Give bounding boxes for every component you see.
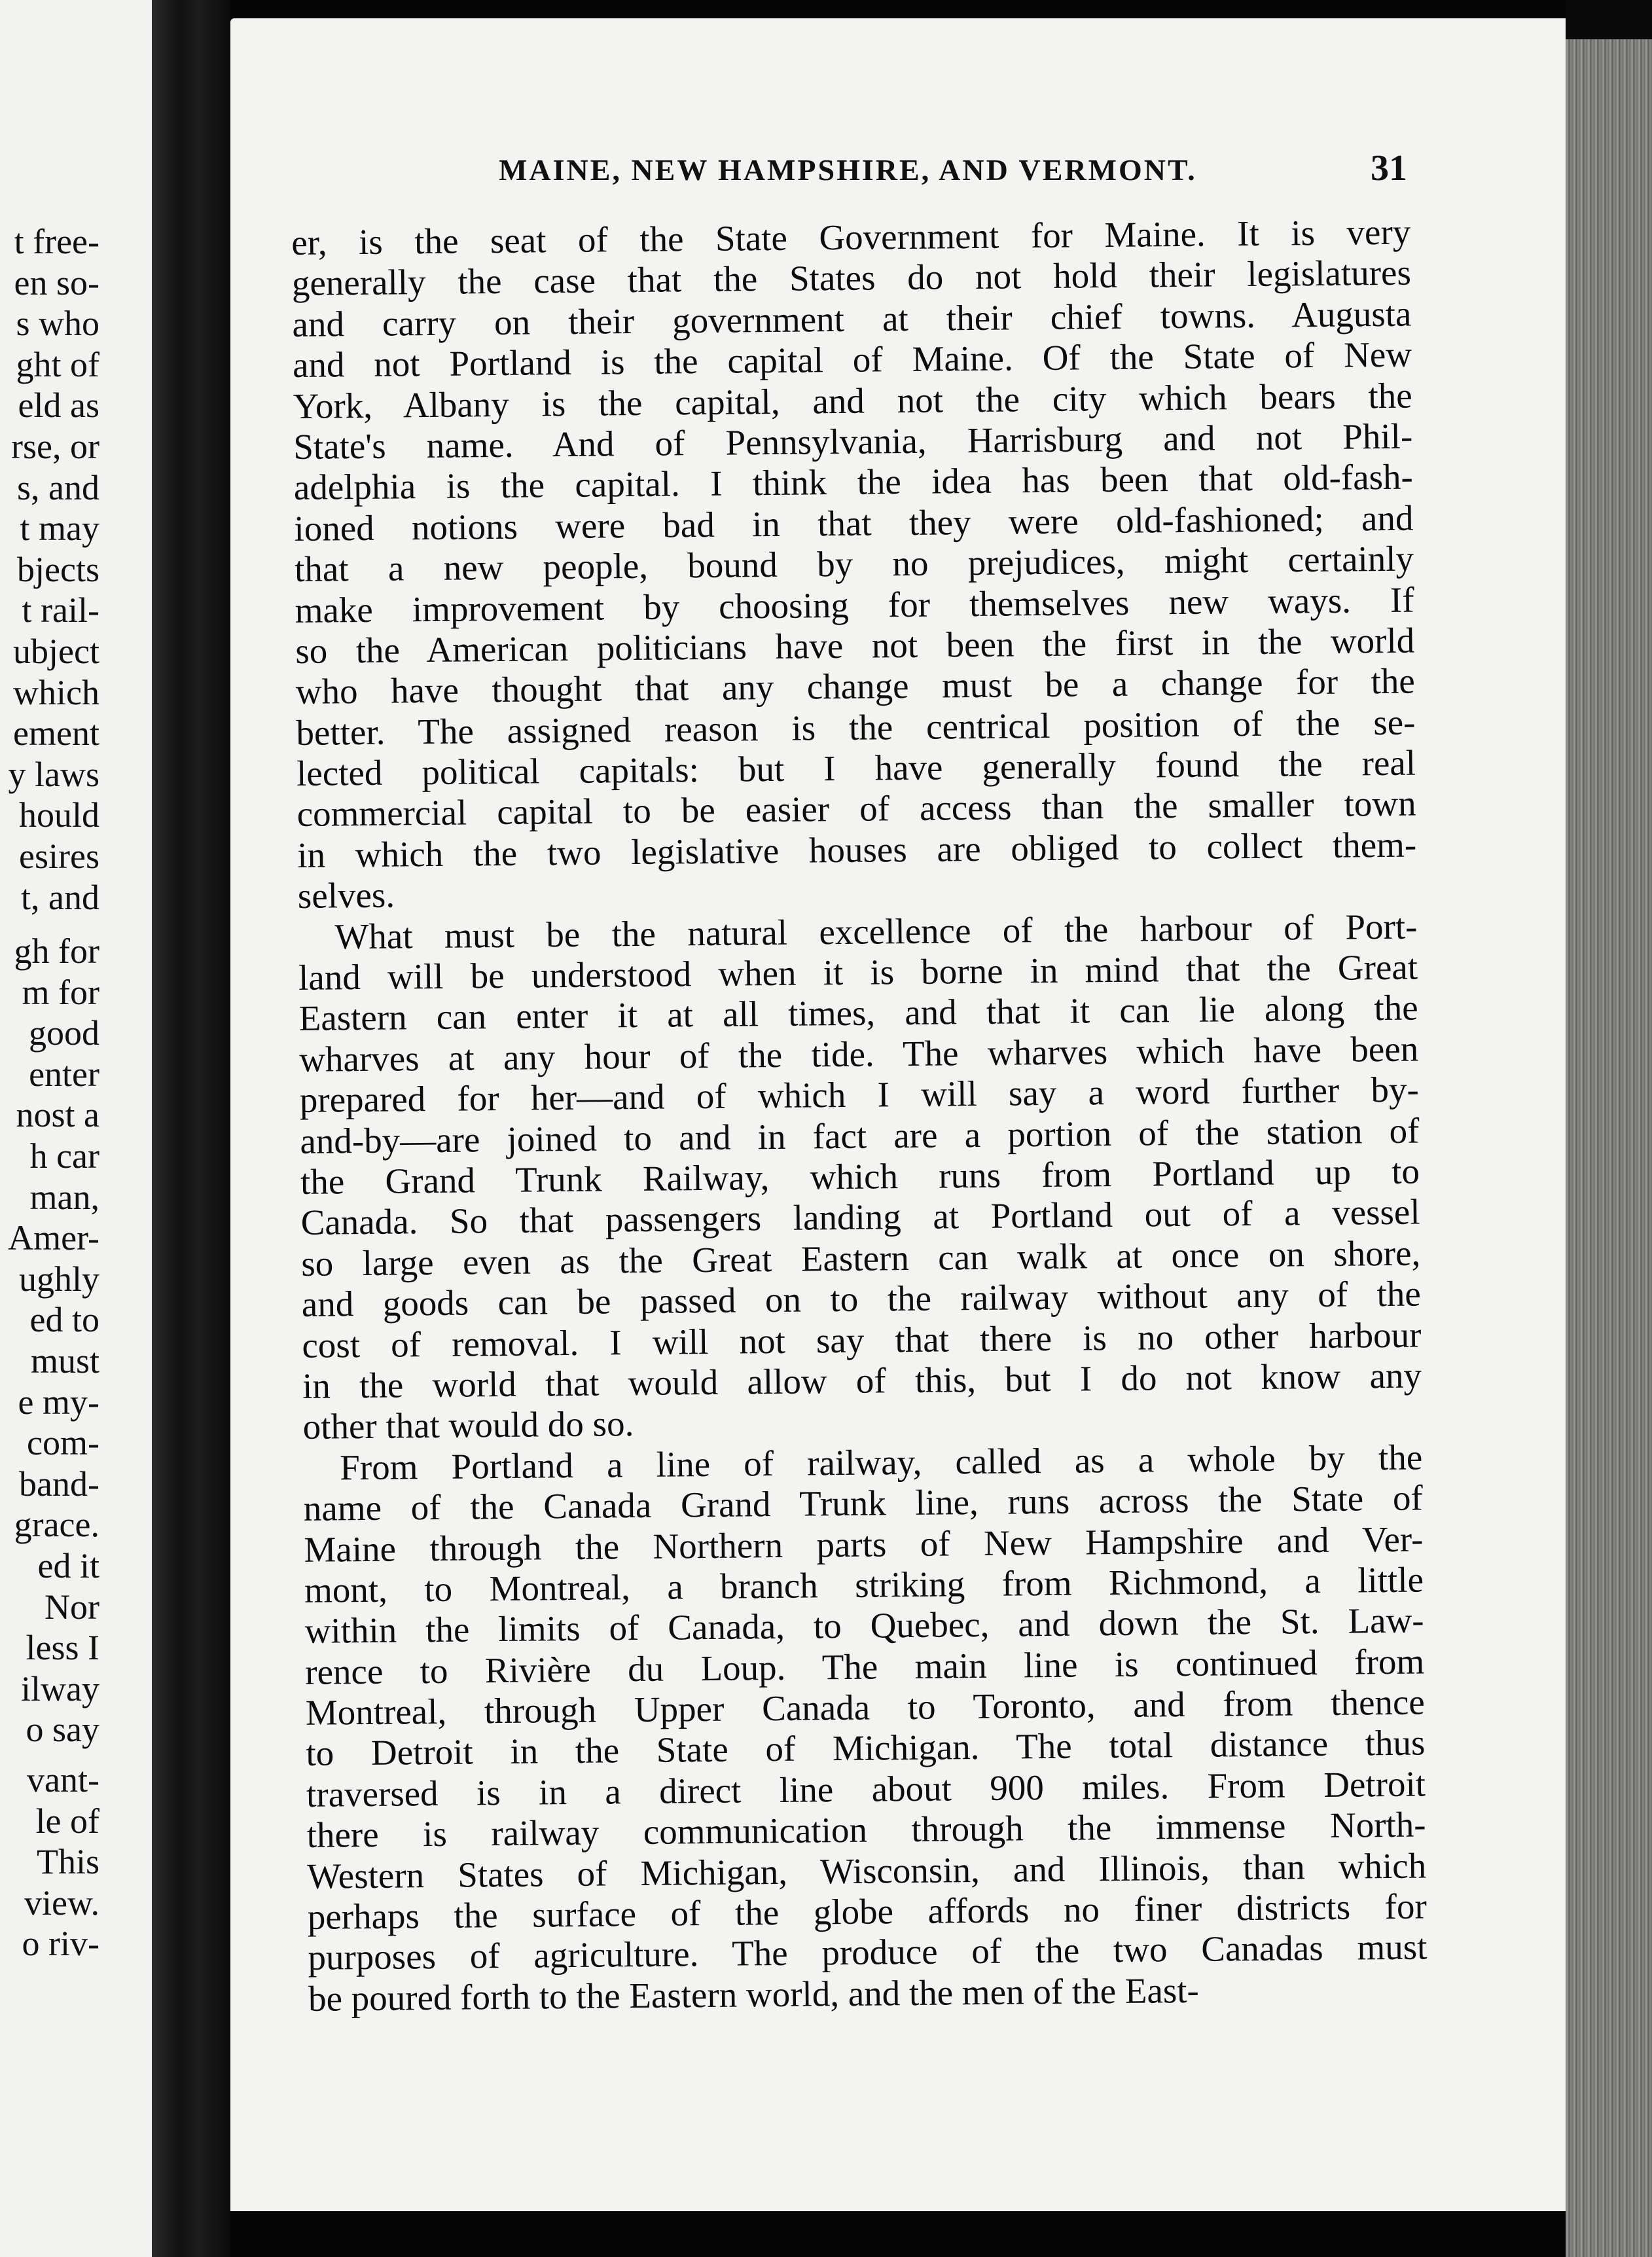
facing-page-line: good <box>29 1013 99 1053</box>
facing-page-line: grace. <box>14 1505 99 1545</box>
text-line: Montreal, through Upper Canada to Toronto, and from thence <box>305 1682 1426 1733</box>
facing-page-line: vant- <box>27 1760 99 1799</box>
facing-page-line: ubject <box>13 631 99 671</box>
facing-page-line: which <box>13 672 99 712</box>
facing-page-line: h car <box>29 1136 99 1176</box>
text-line: rence to Rivière du Loup. The main line is continued from <box>304 1641 1425 1692</box>
text-line: purposes of agriculture. The produce of the two Canadas must <box>308 1926 1428 1978</box>
facing-page-line: e my- <box>18 1382 99 1422</box>
facing-page-line: band- <box>19 1464 99 1504</box>
text-line: Eastern can enter it at all times, and that it can lie along the <box>298 987 1418 1039</box>
facing-page-line: nost a <box>16 1095 99 1135</box>
text-line: within the limits of Canada, to Quebec, and down the St. Law- <box>304 1600 1424 1652</box>
text-line: in the world that would allow of this, but I do not know any <box>302 1355 1422 1406</box>
text-line: perhaps the surface of the globe affords no finer districts for <box>307 1886 1428 1937</box>
text-line: prepared for her—and of which I will say a word further by- <box>299 1069 1420 1121</box>
text-line: so large even as the Great Eastern can walk at once on shore, <box>300 1233 1421 1284</box>
facing-page-line: ughly <box>18 1259 99 1299</box>
text-line: there is railway communication through the immense North- <box>306 1804 1426 1856</box>
text-line: commercial capital to be easier of access than the smaller town <box>296 784 1416 835</box>
text-line: traversed is in a direct line about 900 miles. From Detroit <box>306 1763 1426 1815</box>
text-line: adelphia is the capital. I think the idea has been that old-fash- <box>293 456 1414 508</box>
binding-gutter <box>152 0 230 2257</box>
text-line: mont, to Montreal, a branch striking from Richmond, a little <box>304 1559 1424 1610</box>
text-line: and carry on their government at their chief towns. Augusta <box>292 293 1412 344</box>
text-line: Maine through the Northern parts of New Hampshire and Ver- <box>304 1518 1424 1570</box>
facing-page-line: com- <box>27 1423 99 1463</box>
text-line: ioned notions were bad in that they were old-fashioned; and <box>294 497 1414 549</box>
text-line: so the American politicians have not been the first in the world <box>295 620 1415 671</box>
text-line: be poured forth to the Eastern world, and the men of the East- <box>308 1970 1200 2019</box>
facing-page-line: ght of <box>16 344 99 384</box>
text-line: selves. <box>297 875 395 916</box>
text-line: land will be understood when it is borne in mind that the Great <box>298 947 1418 998</box>
facing-page-line: esires <box>19 836 99 876</box>
facing-page-line: must <box>30 1341 99 1381</box>
text-line: State's name. And of Pennsylvania, Harrisburg and not Phil- <box>293 416 1413 467</box>
text-line: in which the two legislative houses are obliged to collect them- <box>296 824 1417 875</box>
text-line: lected political capitals: but I have generally found the real <box>296 742 1416 794</box>
page-edges <box>1566 39 1652 2257</box>
facing-page-line: o say <box>26 1710 99 1750</box>
facing-page-line: t free- <box>14 222 99 261</box>
text-line: cost of removal. I will not say that there is no other harbour <box>302 1314 1422 1365</box>
text-line: other that would do so. <box>302 1403 634 1447</box>
text-line: Western States of Michigan, Wisconsin, and Illinois, than which <box>306 1845 1427 1896</box>
text-line: who have thought that any change must be a change for the <box>295 660 1416 712</box>
text-line: York, Albany is the capital, and not the city which bears the <box>293 375 1412 426</box>
text-line: generally the case that the States do not hold their legislatures <box>291 252 1412 304</box>
facing-page-line: view. <box>24 1883 99 1923</box>
facing-page-line: enter <box>29 1054 99 1094</box>
facing-page-line: s who <box>16 304 99 344</box>
facing-page-line: gh for <box>14 931 99 971</box>
text-line: to Detroit in the State of Michigan. The total distance thus <box>306 1722 1426 1774</box>
facing-page-line: ement <box>13 713 99 753</box>
facing-page-line: t rail- <box>22 590 99 630</box>
facing-page-line: hould <box>18 795 99 835</box>
running-head: MAINE, NEW HAMPSHIRE, AND VERMONT. <box>499 153 1197 187</box>
facing-page-line: t may <box>20 509 99 549</box>
facing-page-line: s, and <box>17 467 99 507</box>
text-line: make improvement by choosing for themselves new ways. If <box>295 579 1414 630</box>
page-number: 31 <box>1371 148 1407 189</box>
text-line: that a new people, bound by no prejudices, might certainly <box>294 538 1414 590</box>
text-line: er, is the seat of the State Government for Maine. It is very <box>291 211 1411 262</box>
text-line: the Grand Trunk Railway, which runs from Portland up to <box>300 1151 1420 1202</box>
text-line: Canada. So that passengers landing at Portland out of a vessel <box>300 1191 1420 1243</box>
text-line: and goods can be passed on to the railway without any of the <box>301 1273 1422 1325</box>
facing-page-line: en so- <box>14 262 99 302</box>
facing-page-line: le of <box>35 1801 99 1841</box>
facing-page-line: ilway <box>21 1669 99 1708</box>
body-text <box>291 212 1428 2019</box>
facing-page-line: man, <box>29 1177 99 1217</box>
facing-page-line: ed it <box>37 1546 99 1585</box>
page-header <box>230 147 1566 200</box>
facing-page-line: t, and <box>21 877 99 917</box>
text-line: better. The assigned reason is the centrical position of the se- <box>296 702 1416 753</box>
facing-page-line: Amer- <box>8 1218 99 1258</box>
page-edges-shadow <box>1566 0 1652 39</box>
facing-page-line: y laws <box>8 754 99 794</box>
facing-page-line: m for <box>22 972 99 1012</box>
facing-page-line: less I <box>26 1628 99 1668</box>
facing-page-line: This <box>36 1842 99 1882</box>
facing-page-line: bjects <box>17 549 99 589</box>
facing-page-line: rse, or <box>11 426 99 466</box>
text-line: What must be the natural excellence of the harbour of Port- <box>334 906 1418 957</box>
text-line: From Portland a line of railway, called as a whole by the <box>339 1437 1423 1488</box>
facing-page-line: o riv- <box>22 1924 99 1964</box>
text-line: and not Portland is the capital of Maine. Of the State of New <box>292 334 1412 386</box>
text-line: name of the Canada Grand Trunk line, runs across the State of <box>303 1477 1424 1529</box>
text-line: wharves at any hour of the tide. The wharves which have been <box>298 1028 1419 1079</box>
text-line: and-by—are joined to and in fact are a portion of the station of <box>300 1110 1420 1161</box>
facing-page-line: ed to <box>29 1300 99 1340</box>
facing-page-line: Nor <box>45 1587 99 1627</box>
facing-page-line: eld as <box>18 386 99 425</box>
